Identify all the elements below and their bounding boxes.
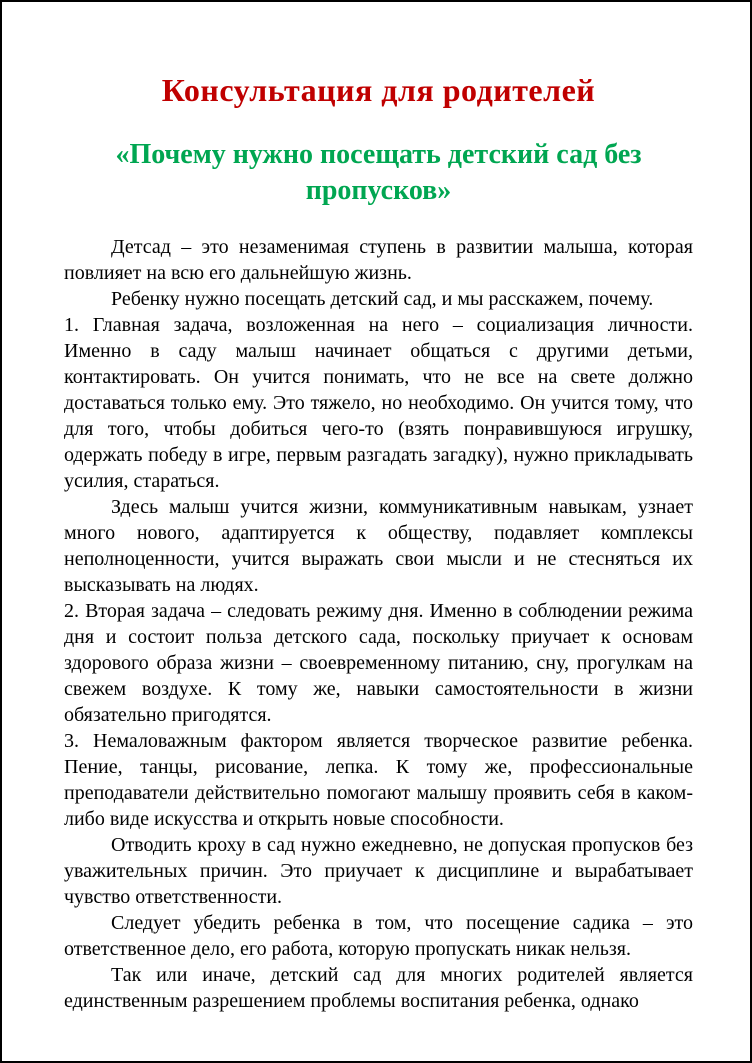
document-content	[2, 2, 750, 1014]
body-paragraph: Детсад – это незаменимая ступень в развитии малыша, которая повлияет на всю его дальнейшую жизнь.	[64, 236, 693, 284]
body-paragraph-numbered-1: 1. Главная задача, возложенная на него – социализация личности. Именно в саду малыш начинает общаться с другими детьми, контактировать. Он учится понимать, что не все на свете должно доставаться только ему. Это тяжело, но необходимо. Он учится тому, что для того, чтобы добиться чего-то (взять понравившуюся игрушку, одержать победу в игре, первым разгадать загадку), нужно прикладывать усилия, стараться.	[64, 314, 693, 492]
body-paragraph: Ребенку нужно посещать детский сад, и мы расскажем, почему.	[111, 288, 654, 310]
body-paragraph: Здесь малыш учится жизни, коммуникативным навыкам, узнает много нового, адаптируется к обществу, подавляет комплексы неполноценности, учится выражать свои мысли и не стесняться их высказывать на людях.	[64, 496, 693, 596]
document-subtitle: «Почему нужно посещать детский сад без пропусков»	[115, 139, 642, 206]
body-paragraph: Отводить кроху в сад нужно ежедневно, не допуская пропусков без уважительных причин. Это приучает к дисциплине и вырабатывает чувство ответственности.	[64, 834, 693, 908]
body-paragraph: Так или иначе, детский сад для многих родителей является единственным разрешением проблемы воспитания ребенка, однако	[64, 964, 693, 1012]
body-paragraph-numbered-2: 2. Вторая задача – следовать режиму дня. Именно в соблюдении режима дня и состоит польза детского сада, поскольку приучает к основам здорового образа жизни – своевременному питанию, сну, прогулкам на свежем воздухе. К тому же, навыки самостоятельности в жизни обязательно пригодятся.	[64, 600, 693, 726]
body-paragraph: Следует убедить ребенка в том, что посещение садика – это ответственное дело, его работа, которую пропускать никак нельзя.	[64, 912, 693, 960]
body-paragraph-numbered-3: 3. Немаловажным фактором является творческое развитие ребенка. Пение, танцы, рисование, лепка. К тому же, профессиональные преподаватели действительно помогают малышу проявить себя в каком-либо виде искусства и открыть новые способности.	[64, 730, 693, 830]
document-title: Консультация для родителей	[161, 72, 596, 108]
document-body	[64, 234, 693, 1014]
